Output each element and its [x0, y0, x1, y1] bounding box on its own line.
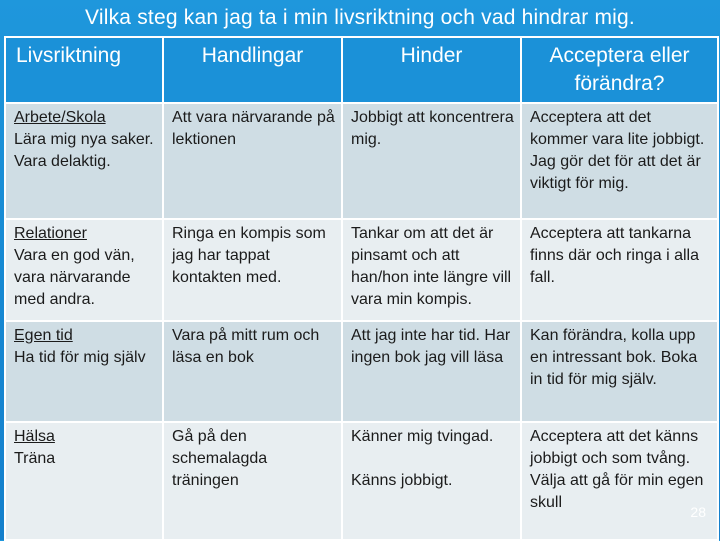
obstacle-text: Känner mig tvingad.	[351, 428, 494, 445]
area-cell	[5, 422, 163, 540]
table-row	[5, 219, 718, 321]
obstacle-cell	[342, 422, 521, 540]
slide-title: Vilka steg kan jag ta i min livsriktning och vad hindrar mig.	[85, 6, 635, 29]
table-row	[5, 321, 718, 422]
area-title[interactable]: Relationer	[14, 225, 87, 242]
obstacle-cell: Tankar om att det är pinsamt och att han/hon inte längre vill vara min kompis.	[342, 219, 521, 321]
area-cell	[5, 219, 163, 321]
action-cell: Gå på den schemalagda träningen	[163, 422, 342, 540]
area-text: Ha tid för mig själv	[14, 349, 146, 366]
spacer	[351, 448, 516, 470]
obstacle-cell: Jobbigt att koncentrera mig.	[342, 103, 521, 219]
decision-cell: Kan förändra, kolla upp en intressant bok. Boka in tid för mig själv.	[521, 321, 718, 422]
obstacle-extra-text: Känns jobbigt.	[351, 472, 453, 489]
area-text: Lära mig nya saker. Vara delaktig.	[14, 131, 154, 170]
action-cell: Vara på mitt rum och läsa en bok	[163, 321, 342, 422]
decision-cell: Acceptera att det känns jobbigt och som tvång. Välja att gå för min egen skull	[521, 422, 718, 540]
area-title[interactable]: Egen tid	[14, 327, 73, 344]
action-cell: Att vara närvarande på lektionen	[163, 103, 342, 219]
table-row	[5, 422, 718, 540]
values-table	[4, 36, 719, 541]
decision-cell: Acceptera att tankarna finns där och ringa i alla fall.	[521, 219, 718, 321]
table-row	[5, 103, 718, 219]
header-handlingar: Handlingar	[163, 37, 342, 103]
area-text: Vara en god vän, vara närvarande med andra.	[14, 247, 135, 308]
area-title[interactable]: Hälsa	[14, 428, 55, 445]
area-cell	[5, 321, 163, 422]
obstacle-cell: Att jag inte har tid. Har ingen bok jag vill läsa	[342, 321, 521, 422]
area-text: Träna	[14, 450, 56, 467]
page-number: 28	[690, 504, 706, 520]
area-cell	[5, 103, 163, 219]
header-hinder: Hinder	[342, 37, 521, 103]
decision-cell: Acceptera att det kommer vara lite jobbigt. Jag gör det för att det är viktigt för mig.	[521, 103, 718, 219]
header-row	[5, 37, 718, 103]
header-acceptera: Acceptera eller förändra?	[521, 37, 718, 103]
action-cell: Ringa en kompis som jag har tappat kontakten med.	[163, 219, 342, 321]
area-title[interactable]: Arbete/Skola	[14, 109, 106, 126]
header-livsriktning: Livsriktning	[5, 37, 163, 103]
